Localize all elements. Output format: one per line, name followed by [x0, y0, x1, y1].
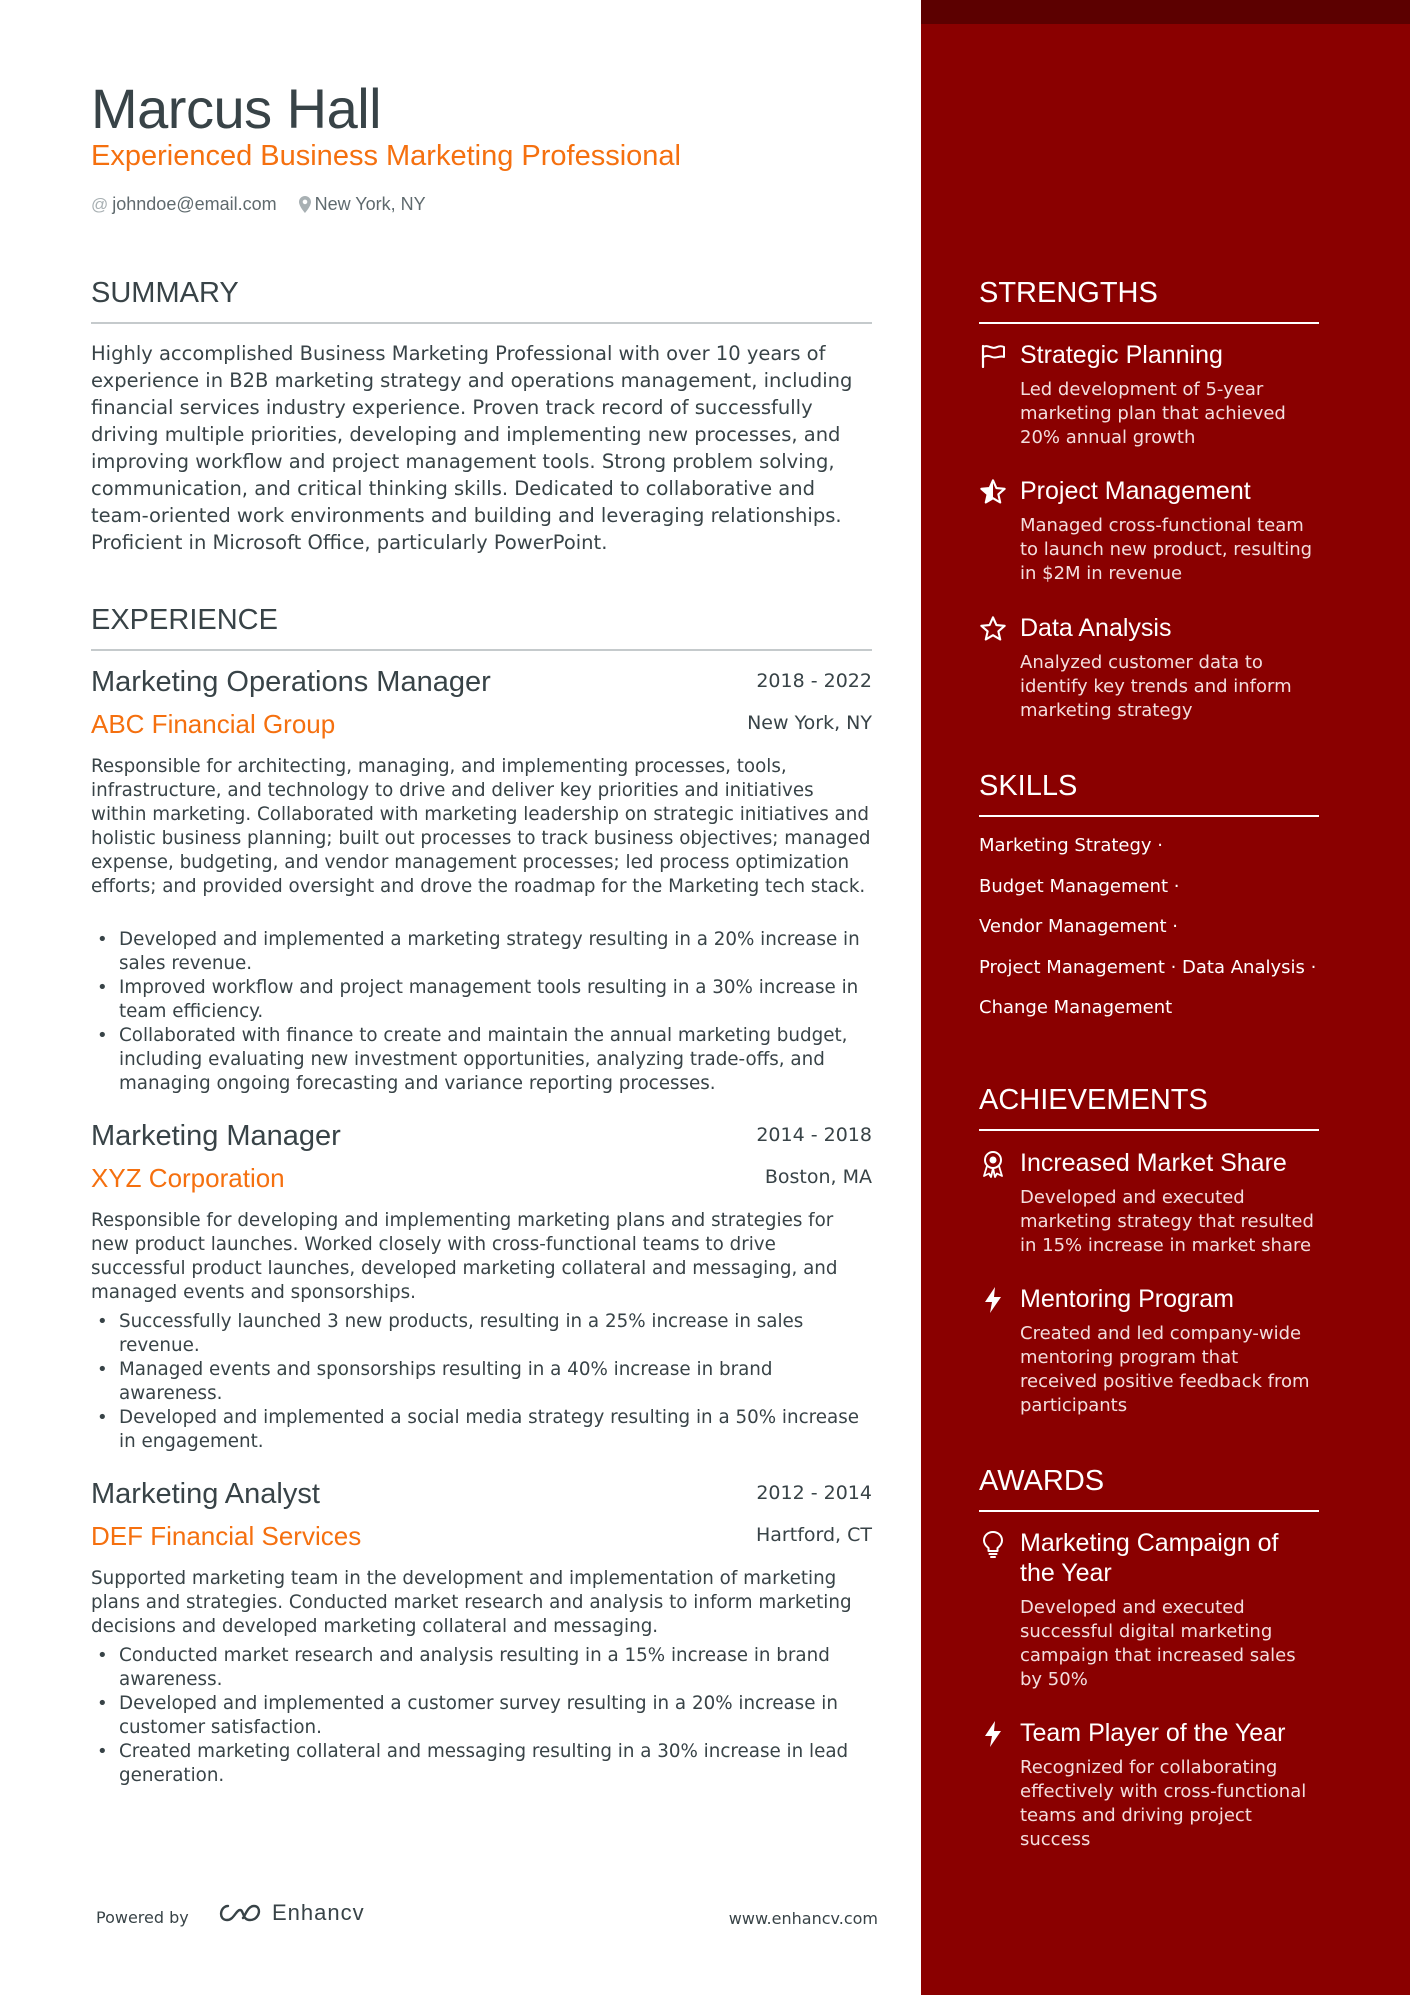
- job-location: Hartford, CT: [756, 1524, 872, 1546]
- job-company: ABC Financial Group: [91, 709, 336, 739]
- contact-info: [91, 194, 448, 215]
- skill-line: Change Management: [979, 997, 1173, 1018]
- half-star-icon: [979, 478, 1007, 506]
- website-link[interactable]: www.enhancv.com: [728, 1909, 878, 1928]
- sidebar: [921, 0, 1410, 1995]
- job-company: XYZ Corporation: [91, 1163, 285, 1193]
- job-bullets: [91, 1310, 872, 1454]
- achievements-heading: ACHIEVEMENTS: [979, 1084, 1319, 1131]
- sidebar-top-band: [921, 0, 1410, 24]
- strength-description: Analyzed customer data to identify key trends and inform marketing strategy: [1020, 652, 1292, 721]
- brand-name: Enhancv: [272, 1900, 365, 1925]
- skill-line: Budget Management ·: [979, 875, 1180, 897]
- summary-text: Highly accomplished Business Marketing Professional with over 10 years of experience in B2B marketing strategy and operations management, including financial services industry experience. Proven track record of successfully driving multiple priorities, developing and implementing new processes, and improving workflow and project management tools. Strong problem solving, communication, and critical thinking skills. Dedicated to collaborative and team-oriented work environments and building and leveraging relationships. Proficient in Microsoft Office, particularly PowerPoint.: [91, 342, 853, 554]
- location-text: New York, NY: [314, 194, 426, 214]
- job-bullet: • Developed and implemented a marketing strategy resulting in a 20% increase in sales revenue.: [91, 928, 872, 976]
- job-bullet: • Conducted market research and analysis resulting in a 15% increase in brand awareness.: [91, 1644, 872, 1692]
- skill-line: Vendor Management ·: [979, 916, 1178, 937]
- job-bullet: • Successfully launched 3 new products, resulting in a 25% increase in sales revenue.: [91, 1310, 872, 1358]
- lightbulb-icon: [979, 1530, 1007, 1558]
- job-company: DEF Financial Services: [91, 1521, 362, 1551]
- job-bullet: • Improved workflow and project management tools resulting in a 30% increase in team efficiency.: [91, 976, 872, 1024]
- footer: [96, 1900, 878, 1936]
- award-icon: [979, 1150, 1007, 1178]
- strength-title: Data Analysis: [1020, 614, 1172, 642]
- strengths-heading: STRENGTHS: [979, 277, 1319, 324]
- skill-line: Project Management · Data Analysis ·: [979, 956, 1317, 978]
- powered-by-label: Powered by: [96, 1908, 189, 1927]
- job-bullet: • Created marketing collateral and messaging resulting in a 30% increase in lead generation.: [91, 1740, 872, 1788]
- email-text: johndoe@email.com: [112, 194, 277, 214]
- lightning-icon: [979, 1286, 1007, 1314]
- strength-title: Project Management: [1020, 477, 1251, 505]
- strength-title: Strategic Planning: [1020, 341, 1223, 369]
- job-bullet: • Developed and implemented a social media strategy resulting in a 50% increase in engagement.: [91, 1406, 872, 1454]
- skills-heading: SKILLS: [979, 770, 1319, 817]
- strength-description: Managed cross-functional team to launch new product, resulting in $2M in revenue: [1020, 515, 1313, 584]
- job-location: Boston, MA: [764, 1166, 872, 1188]
- achievement-title: Mentoring Program: [1020, 1285, 1234, 1313]
- lightning-icon: [979, 1720, 1007, 1748]
- flag-icon: [979, 342, 1007, 370]
- job-bullets: [91, 1644, 872, 1788]
- skills-list: [979, 834, 1319, 1037]
- job-bullets: [91, 928, 872, 1096]
- job-description: Supported marketing team in the development and implementation of marketing plans and strategies. Conducted market research and analysis to inform marketing decisions and developed marketing collateral and messaging.: [91, 1568, 852, 1637]
- skill-line: Marketing Strategy ·: [979, 835, 1163, 856]
- email-contact[interactable]: [91, 194, 277, 215]
- job-description: Responsible for developing and implementing marketing plans and strategies for new product launches. Worked closely with cross-functional teams to drive successful product launches, developed marketing collateral and messaging, and managed events and sponsorships.: [91, 1210, 838, 1303]
- map-pin-icon: [299, 196, 311, 213]
- job-title: Marketing Operations Manager: [91, 666, 491, 698]
- job-title: Marketing Manager: [91, 1120, 341, 1152]
- experience-heading: EXPERIENCE: [91, 604, 872, 651]
- brand-logo[interactable]: [216, 1900, 365, 1926]
- star-icon: [979, 615, 1007, 643]
- job-bullet: • Developed and implemented a customer survey resulting in a 20% increase in customer satisfaction.: [91, 1692, 872, 1740]
- award-title: Marketing Campaign of the Year: [1020, 1529, 1279, 1587]
- enhancv-logo-icon: [216, 1902, 264, 1924]
- job-bullet: • Collaborated with finance to create and maintain the annual marketing budget, including evaluating new investment opportunities, analyzing trade-offs, and managing ongoing forecasting and variance reporting processes.: [91, 1024, 872, 1096]
- award-title: Team Player of the Year: [1020, 1719, 1286, 1747]
- awards-heading: AWARDS: [979, 1465, 1319, 1512]
- award-description: Recognized for collaborating effectively with cross-functional teams and driving project success: [1020, 1757, 1307, 1850]
- job-bullet: • Managed events and sponsorships resulting in a 40% increase in brand awareness.: [91, 1358, 872, 1406]
- job-dates: 2012 - 2014: [756, 1482, 872, 1504]
- job-location: New York, NY: [747, 712, 872, 734]
- candidate-headline: Experienced Business Marketing Professional: [91, 140, 681, 172]
- achievement-description: Created and led company-wide mentoring program that received positive feedback from participants: [1020, 1323, 1310, 1416]
- job-dates: 2014 - 2018: [756, 1124, 872, 1146]
- achievement-title: Increased Market Share: [1020, 1149, 1287, 1177]
- candidate-name: Marcus Hall: [91, 77, 382, 140]
- job-description: Responsible for architecting, managing, and implementing processes, tools, infrastructure, and technology to drive and deliver key priorities and initiatives within marketing. Collaborated with marketing leadership on strategic initiatives and holistic business planning; built out processes to track business objectives; managed expense, budgeting, and vendor management processes; led process optimization efforts; and provided oversight and drove the roadmap for the Marketing tech stack.: [91, 756, 871, 897]
- location-contact: [299, 194, 426, 215]
- strength-description: Led development of 5-year marketing plan that achieved 20% annual growth: [1020, 379, 1286, 448]
- summary-heading: SUMMARY: [91, 277, 872, 324]
- job-dates: 2018 - 2022: [756, 670, 872, 692]
- achievement-description: Developed and executed marketing strategy that resulted in 15% increase in market share: [1020, 1187, 1314, 1256]
- job-title: Marketing Analyst: [91, 1478, 320, 1510]
- award-description: Developed and executed successful digital marketing campaign that increased sales by 50%: [1020, 1597, 1296, 1690]
- at-icon: @: [91, 194, 109, 214]
